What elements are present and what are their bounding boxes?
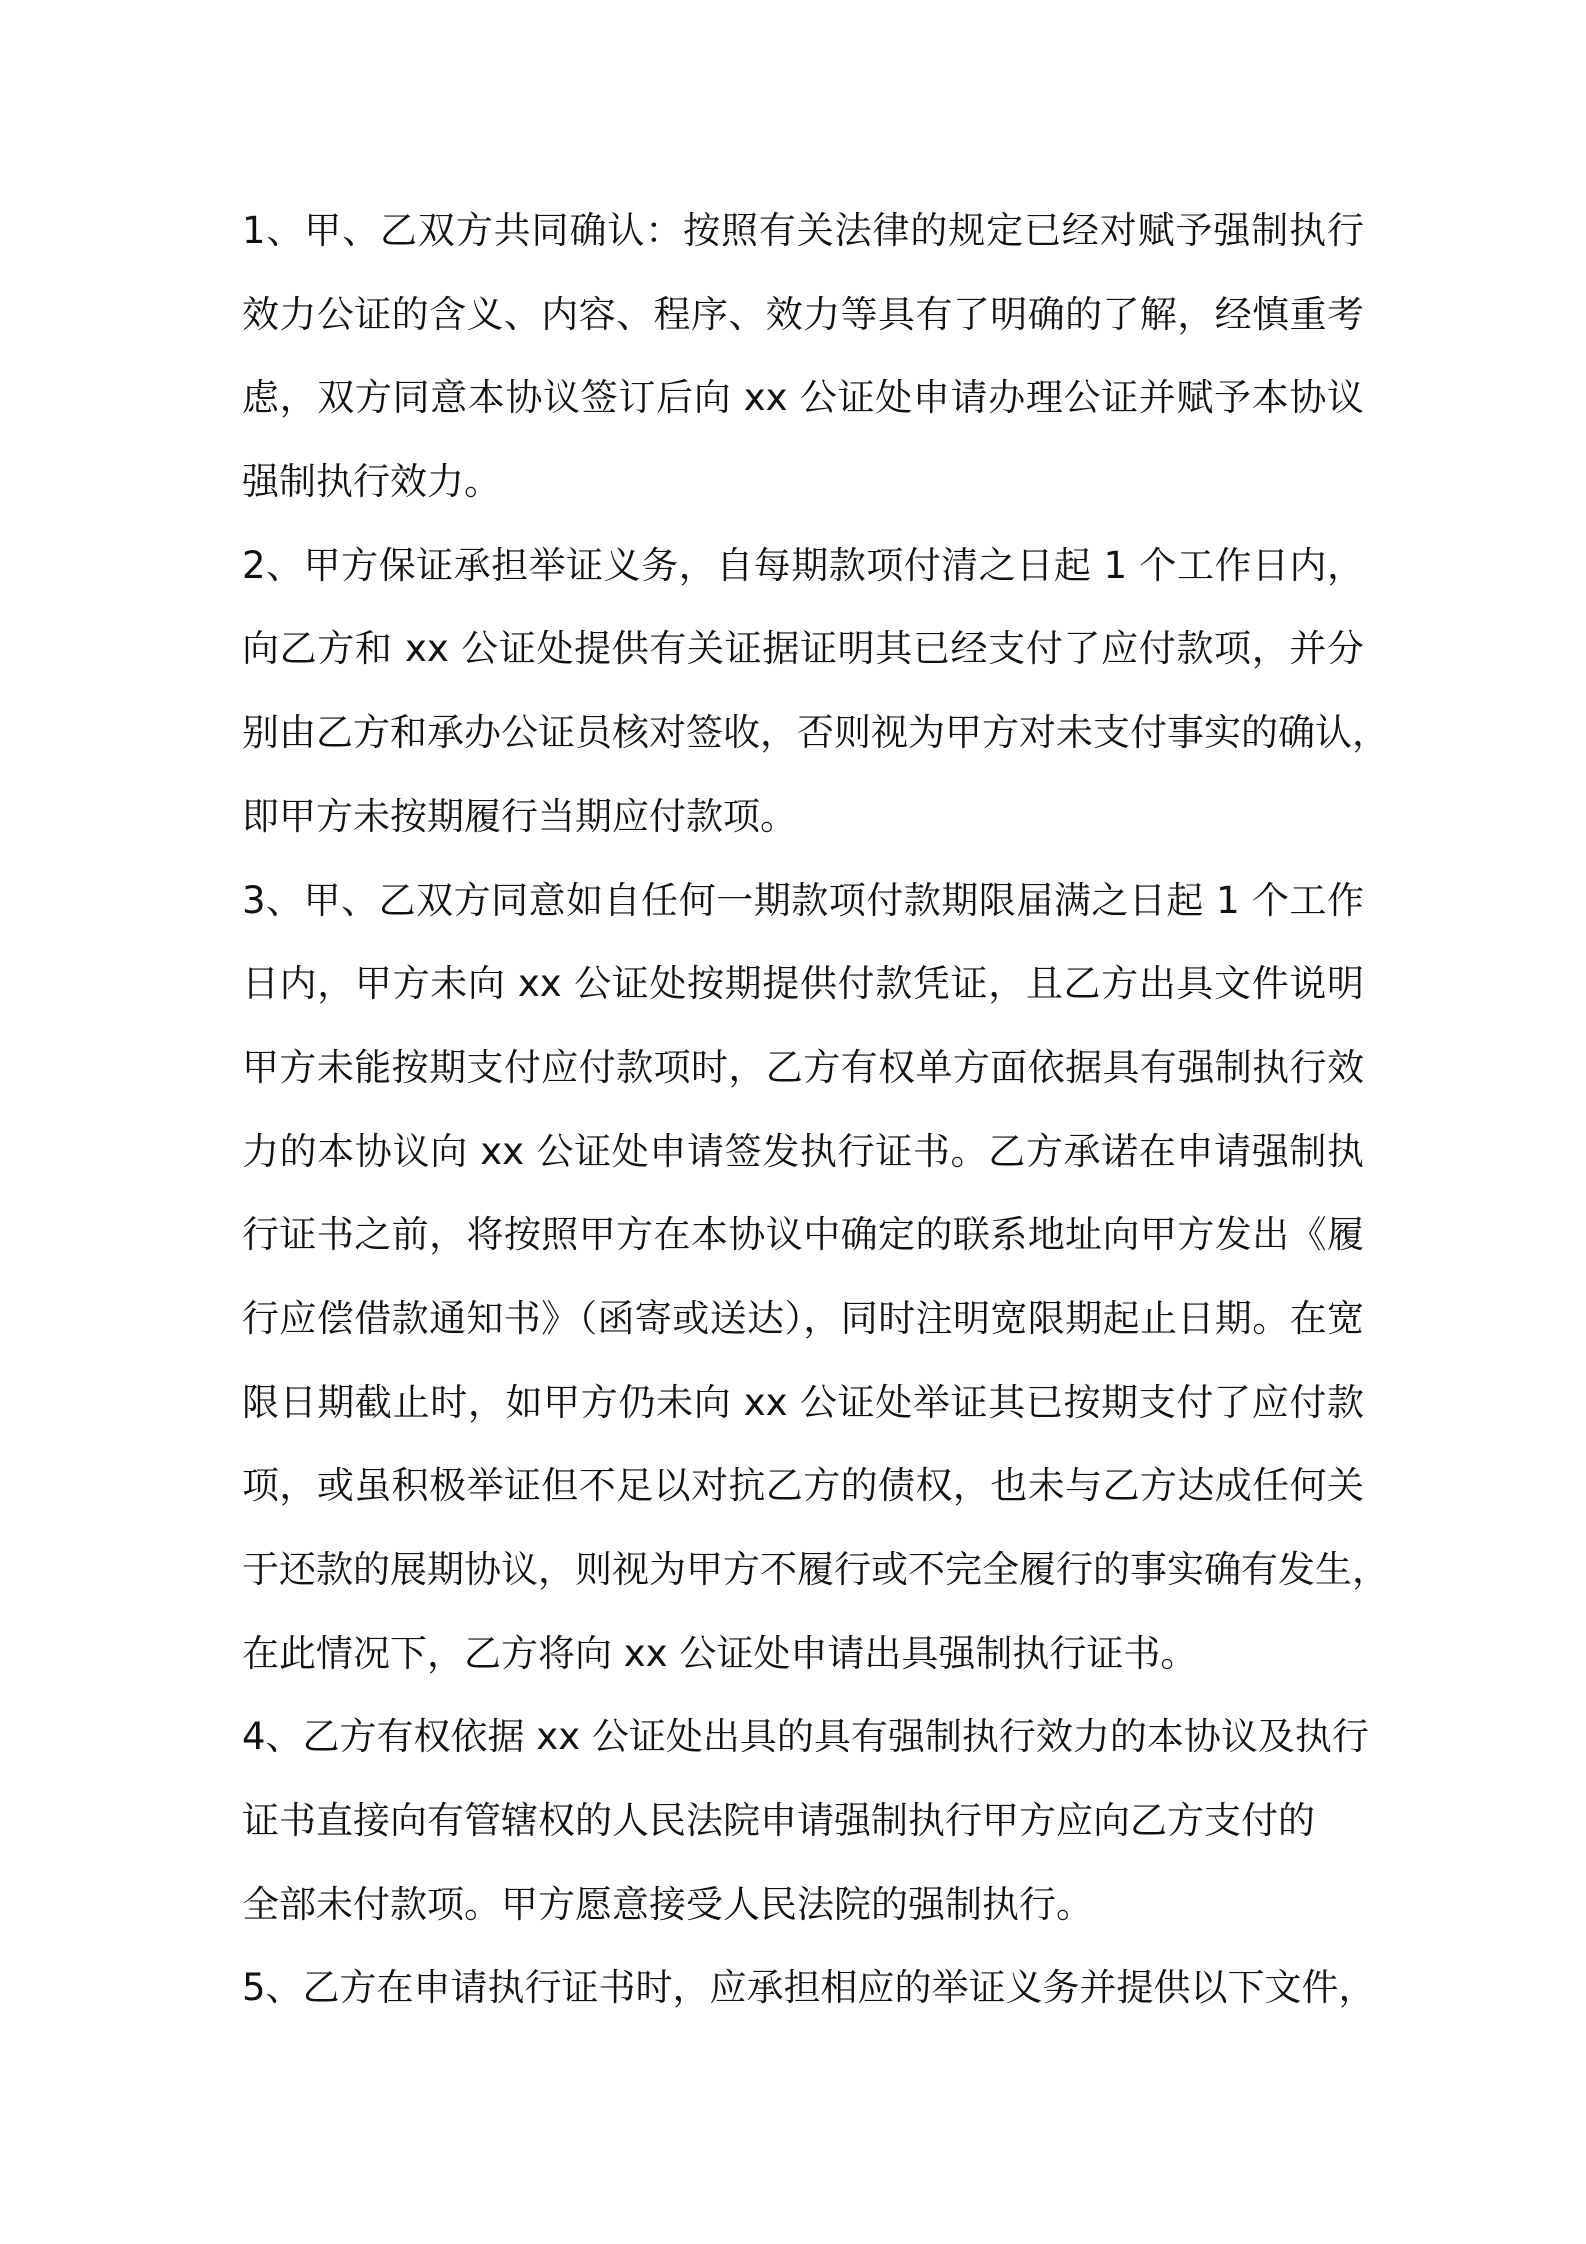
text-line: 全部未付款项。甲方愿意接受人民法院的强制执行。 (242, 1882, 1093, 1926)
text-line: 别由乙方和承办公证员核对签收，否则视为甲方对未支付事实的确认， (242, 711, 1389, 755)
text-line: 效力公证的含义、内容、程序、效力等具有了明确的了解，经慎重考 (242, 292, 1364, 336)
text-line: 即甲方未按期履行当期应付款项。 (242, 794, 797, 838)
document-body (242, 189, 1389, 2030)
text-line: 强制执行效力。 (242, 460, 501, 504)
clause-2 (242, 524, 1389, 859)
text-line: 行证书之前，将按照甲方在本协议中确定的联系地址向甲方发出《履 (242, 1213, 1364, 1257)
text-line: 证书直接向有管辖权的人民法院申请强制执行甲方应向乙方支付的 (242, 1799, 1315, 1843)
text-line: 日内，甲方未向 xx 公证处按期提供付款凭证，且乙方出具文件说明 (242, 962, 1364, 1006)
text-line: 项，或虽积极举证但不足以对抗乙方的债权，也未与乙方达成任何关 (242, 1464, 1364, 1508)
text-line: 力的本协议向 xx 公证处申请签发执行证书。乙方承诺在申请强制执 (242, 1129, 1364, 1173)
clause-5 (242, 1946, 1376, 2030)
text-line: 于还款的展期协议，则视为甲方不履行或不完全履行的事实确有发生， (242, 1548, 1389, 1591)
text-line: 虑，双方同意本协议签订后向 xx 公证处申请办理公证并赋予本协议 (242, 376, 1364, 420)
text-line: 在此情况下，乙方将向 xx 公证处申请出具强制执行证书。 (242, 1631, 1198, 1675)
text-line: 甲方未能按期支付应付款项时，乙方有权单方面依据具有强制执行效 (242, 1045, 1364, 1089)
clause-1 (242, 189, 1364, 524)
text-line: 5、乙方在申请执行证书时，应承担相应的举证义务并提供以下文件， (242, 1966, 1376, 2010)
text-line: 1、甲、乙双方共同确认：按照有关法律的规定已经对赋予强制执行 (242, 209, 1364, 252)
clause-3 (242, 859, 1389, 1696)
text-line: 2、甲方保证承担举证义务，自每期款项付清之日起 1 个工作日内， (242, 543, 1364, 587)
text-line: 行应偿借款通知书》（函寄或送达），同时注明宽限期起止日期。在宽 (242, 1296, 1364, 1340)
text-line: 限日期截止时，如甲方仍未向 xx 公证处举证其已按期支付了应付款 (242, 1380, 1364, 1424)
text-line: 4、乙方有权依据 xx 公证处出具的具有强制执行效力的本协议及执行 (242, 1715, 1369, 1759)
text-line: 向乙方和 xx 公证处提供有关证据证明其已经支付了应付款项，并分 (242, 627, 1364, 671)
text-line: 3、甲、乙双方同意如自任何一期款项付款期限届满之日起 1 个工作 (242, 878, 1364, 922)
clause-4 (242, 1695, 1369, 1946)
